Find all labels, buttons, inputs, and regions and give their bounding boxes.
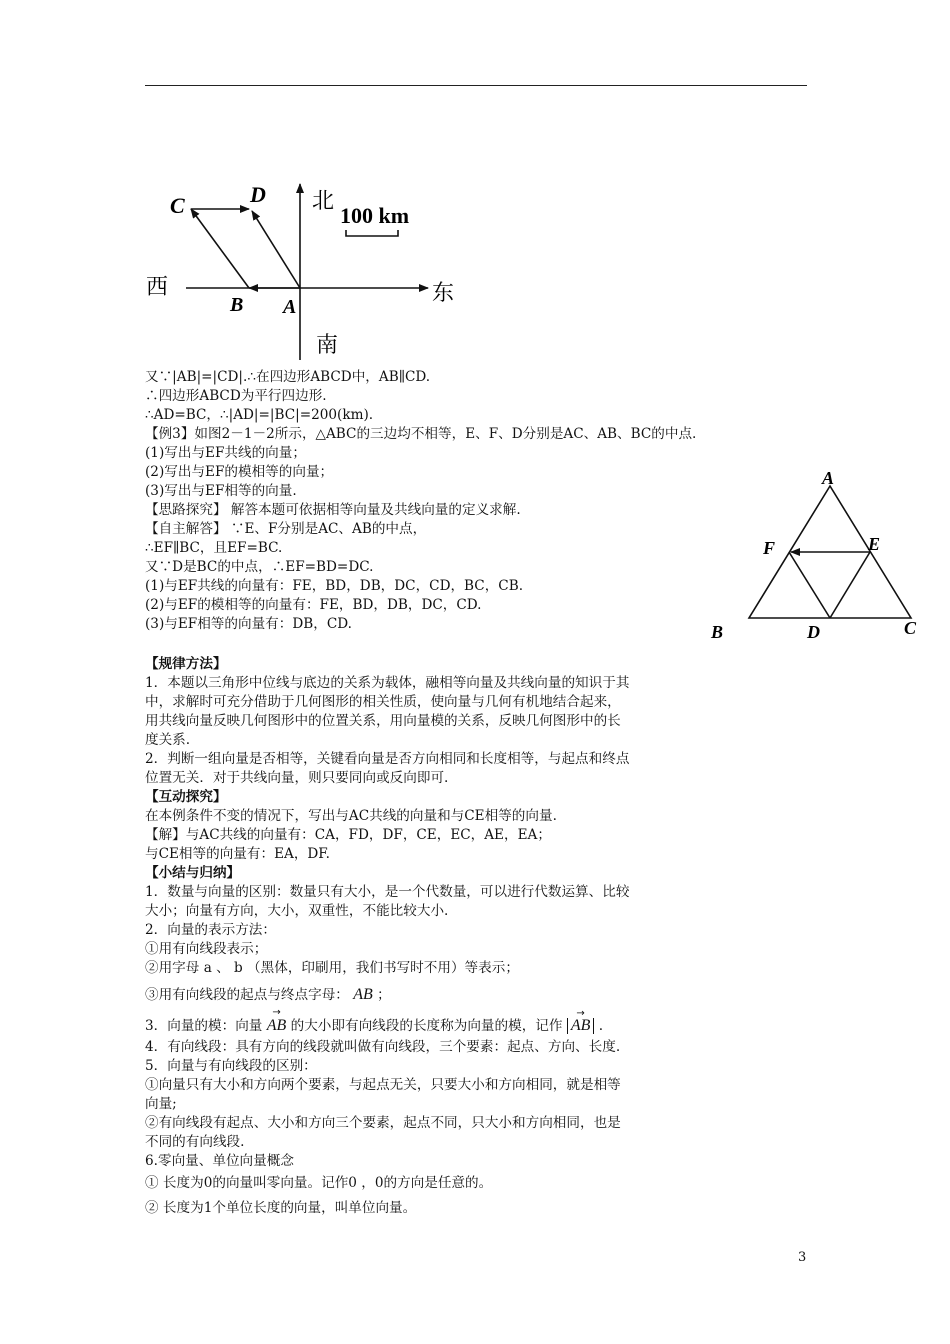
label-south: 南 xyxy=(316,333,339,358)
text-line-modulus xyxy=(145,1007,604,1035)
text-line: (1)写出与EF共线的向量； xyxy=(145,445,306,461)
label-north: 北 xyxy=(312,189,335,214)
text-line: ∴四边形ABCD为平行四边形. xyxy=(145,388,327,404)
text-line: 【思路探究】 解答本题可依据相等向量及共线向量的定义求解. xyxy=(145,502,521,518)
vector-arrow: → xyxy=(272,1007,281,1018)
vector-ab-notation xyxy=(353,986,373,1004)
text-segment: . xyxy=(598,1018,604,1034)
section-heading: 【规律方法】 xyxy=(145,656,227,672)
label-c: C xyxy=(170,193,185,218)
text-line: (3)写出与EF相等的向量. xyxy=(145,483,297,499)
text-line: 又∵D是BC的中点，∴EF=BD=DC. xyxy=(145,559,374,575)
label-a: A xyxy=(283,296,297,318)
label-d: D xyxy=(807,622,820,642)
text-line: 6.零向量、单位向量概念 xyxy=(145,1153,294,1169)
example-heading: 【例3】如图2－1－2所示，△ABC的三边均不相等，E、F、D分别是AC、AB、BC的中点. xyxy=(145,426,697,442)
text-line: 2．判断一组向量是否相等，关键看向量是否方向相同和长度相等，与起点和终点 xyxy=(145,751,630,767)
section-heading: 【小结与归纳】 xyxy=(145,865,241,881)
text-line: ② 长度为1个单位长度的向量，叫单位向量。 xyxy=(145,1200,417,1216)
text-line: (1)与EF共线的向量有：FE，BD，DB，DC，CD，BC，CB. xyxy=(145,578,524,594)
text-line: 1．本题以三角形中位线与底边的关系为载体，融相等向量及共线向量的知识于其 xyxy=(145,675,630,691)
text-line: 不同的有向线段. xyxy=(145,1134,245,1150)
vector-letters: AB xyxy=(353,986,373,1003)
label-b: B xyxy=(230,294,244,316)
text-segment: 3．向量的模：向量 xyxy=(145,1018,263,1034)
text-line: 用共线向量反映几何图形中的位置关系，用向量模的关系，反映几何图形中的长 xyxy=(145,713,621,729)
text-line: ②用字母 a 、 b （黑体，印刷用，我们书写时不用）等表示； xyxy=(145,960,519,976)
vector-letters: AB xyxy=(570,1017,591,1034)
text-line: (2)写出与EF的模相等的向量； xyxy=(145,464,334,480)
text-line: 向量; xyxy=(145,1096,177,1112)
label-d: D xyxy=(250,182,266,207)
text-segment: 的大小即有向线段的长度称为向量的模，记作 xyxy=(290,1018,563,1034)
text-line: 【解】与AC共线的向量有：CA，FD，DF，CE，EC，AE，EA； xyxy=(145,827,551,843)
text-line: (2)与EF的模相等的向量有：FE，BD，DB，DC，CD. xyxy=(145,597,482,613)
text-line: 1．数量与向量的区别：数量只有大小，是一个代数量，可以进行代数运算、比较 xyxy=(145,884,630,900)
text-line: ∴EF∥BC，且EF=BC. xyxy=(145,540,283,556)
page-number: 3 xyxy=(798,1250,807,1265)
text-line: 与CE相等的向量有：EA，DF. xyxy=(145,846,330,862)
text-line: 中，求解时可充分借助于几何图形的相关性质，使向量与几何有机地结合起来， xyxy=(145,694,621,710)
text-line: 度关系. xyxy=(145,732,191,748)
text-segment: ； xyxy=(377,987,391,1003)
text-line: ①用有向线段表示； xyxy=(145,941,268,957)
text-line: ∴AD=BC，∴|AD|=|BC|=200(km). xyxy=(145,407,374,423)
text-line: 5．向量与有向线段的区别： xyxy=(145,1058,317,1074)
label-e: E xyxy=(868,534,881,554)
text-line: 4．有向线段：具有方向的线段就叫做有向线段，三个要素：起点、方向、长度. xyxy=(145,1039,621,1055)
vector-arrow: → xyxy=(576,1008,585,1019)
vector-ab-notation xyxy=(266,1007,287,1035)
text-line: 在本例条件不变的情况下，写出与AC共线的向量和与CE相等的向量. xyxy=(145,808,557,824)
text-line: 位置无关．对于共线向量，则只要同向或反向即可. xyxy=(145,770,449,786)
label-f: F xyxy=(763,538,776,558)
label-c: C xyxy=(904,618,917,638)
label-b: B xyxy=(711,622,724,642)
section-heading: 【互动探究】 xyxy=(145,789,227,805)
text-line: ①向量只有大小和方向两个要素，与起点无关，只要大小和方向相同，就是相等 xyxy=(145,1077,621,1093)
text-line: 2．向量的表示方法： xyxy=(145,922,276,938)
text-segment: ③用有向线段的起点与终点字母： xyxy=(145,987,349,1003)
label-west: 西 xyxy=(146,275,169,300)
text-line: 大小；向量有方向，大小，双重性，不能比较大小. xyxy=(145,903,449,919)
scale-label: 100 km xyxy=(340,203,410,228)
text-line: ① 长度为0的向量叫零向量。记作0 ，0的方向是任意的。 xyxy=(145,1175,493,1191)
label-east: 东 xyxy=(432,281,455,306)
vector-ab-notation xyxy=(570,1008,591,1034)
label-a: A xyxy=(822,468,835,488)
text-line: (3)与EF相等的向量有：DB，CD. xyxy=(145,616,352,632)
vector-modulus xyxy=(567,1008,595,1034)
text-line: 又∵|AB|=|CD|.∴在四边形ABCD中，AB∥CD. xyxy=(145,369,431,385)
text-line-notation xyxy=(145,986,391,1004)
vector-letters: AB xyxy=(266,1017,287,1034)
text-line: 【自主解答】 ∵E、F分别是AC、AB的中点， xyxy=(145,521,427,537)
text-line: ②有向线段有起点、大小和方向三个要素，起点不同，只大小和方向相同，也是 xyxy=(145,1115,621,1131)
